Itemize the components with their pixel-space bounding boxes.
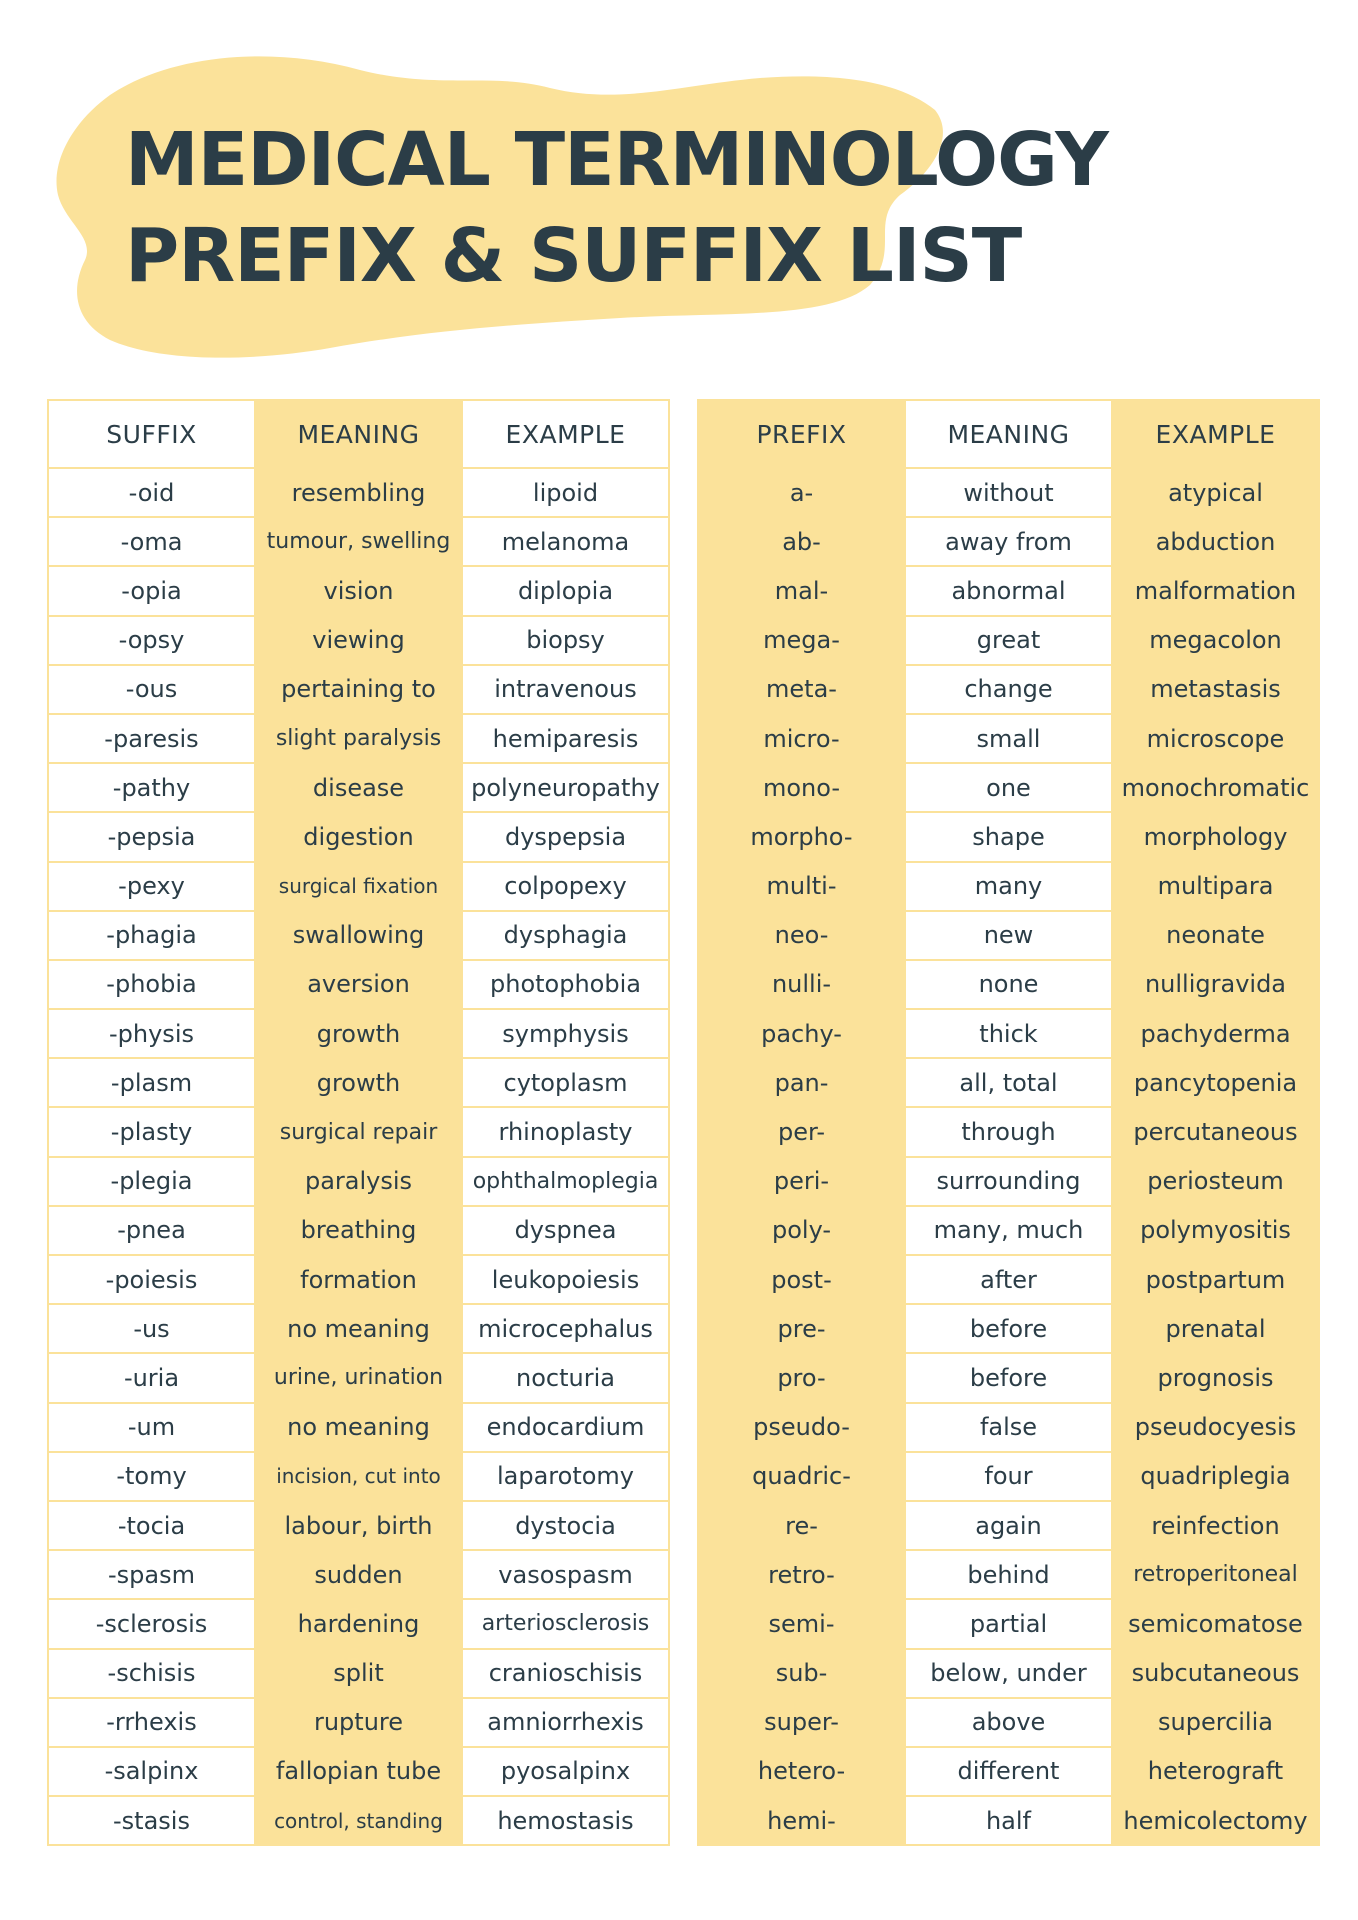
table-row [48, 1304, 669, 1353]
suffix-example-cell: hemiparesis [462, 714, 669, 763]
title-line-2: PREFIX & SUFFIX LIST [125, 213, 1022, 299]
prefix-meaning-cell: one [905, 763, 1112, 812]
suffix-meaning-cell: fallopian tube [255, 1747, 462, 1796]
prefix-prefix-cell: micro- [698, 714, 905, 763]
prefix-example-cell: monochromatic [1112, 763, 1319, 812]
prefix-prefix-cell: mono- [698, 763, 905, 812]
prefix-prefix-cell: poly- [698, 1206, 905, 1255]
suffix-meaning-cell: surgical fixation [255, 862, 462, 911]
suffix-meaning-cell: sudden [255, 1550, 462, 1599]
prefix-prefix-cell: pan- [698, 1058, 905, 1107]
prefix-prefix-cell: mega- [698, 616, 905, 665]
prefix-prefix-cell: multi- [698, 862, 905, 911]
suffix-suffix-cell: -oma [48, 517, 255, 566]
prefix-meaning-cell: many, much [905, 1206, 1112, 1255]
table-row [698, 763, 1319, 812]
table-row [48, 1255, 669, 1304]
prefix-header-row [698, 400, 1319, 468]
suffix-example-cell: rhinoplasty [462, 1107, 669, 1156]
prefix-prefix-cell: post- [698, 1255, 905, 1304]
prefix-prefix-cell: peri- [698, 1157, 905, 1206]
suffix-meaning-cell: viewing [255, 616, 462, 665]
prefix-example-cell: atypical [1112, 468, 1319, 517]
prefix-meaning-cell: shape [905, 812, 1112, 861]
prefix-example-cell: subcutaneous [1112, 1649, 1319, 1698]
suffix-suffix-cell: -oid [48, 468, 255, 517]
table-row [698, 1157, 1319, 1206]
suffix-meaning-cell: slight paralysis [255, 714, 462, 763]
prefix-meaning-cell: surrounding [905, 1157, 1112, 1206]
table-row [48, 763, 669, 812]
table-row [48, 960, 669, 1009]
table-row [698, 1206, 1319, 1255]
suffix-meaning-cell: digestion [255, 812, 462, 861]
table-row [698, 1403, 1319, 1452]
suffix-meaning-cell: paralysis [255, 1157, 462, 1206]
prefix-meaning-cell: thick [905, 1009, 1112, 1058]
suffix-suffix-cell: -us [48, 1304, 255, 1353]
table-row [48, 812, 669, 861]
suffix-suffix-cell: -plegia [48, 1157, 255, 1206]
prefix-meaning-cell: none [905, 960, 1112, 1009]
suffix-meaning-cell: aversion [255, 960, 462, 1009]
prefix-meaning-cell: many [905, 862, 1112, 911]
prefix-prefix-cell: pseudo- [698, 1403, 905, 1452]
suffix-meaning-cell: no meaning [255, 1304, 462, 1353]
prefix-example-cell: morphology [1112, 812, 1319, 861]
prefix-prefix-cell: pro- [698, 1353, 905, 1402]
prefix-example-cell: prenatal [1112, 1304, 1319, 1353]
table-row [698, 517, 1319, 566]
table-row [48, 1403, 669, 1452]
table-row [48, 1796, 669, 1845]
table-row [698, 862, 1319, 911]
prefix-example-cell: prognosis [1112, 1353, 1319, 1402]
prefix-example-cell: semicomatose [1112, 1599, 1319, 1648]
suffix-meaning-cell: surgical repair [255, 1107, 462, 1156]
prefix-header-prefix: PREFIX [698, 400, 905, 468]
suffix-meaning-cell: rupture [255, 1698, 462, 1747]
suffix-suffix-cell: -um [48, 1403, 255, 1452]
table-row [48, 1009, 669, 1058]
suffix-example-cell: dyspepsia [462, 812, 669, 861]
prefix-example-cell: malformation [1112, 566, 1319, 615]
suffix-example-cell: photophobia [462, 960, 669, 1009]
table-row [698, 665, 1319, 714]
suffix-meaning-cell: breathing [255, 1206, 462, 1255]
prefix-meaning-cell: abnormal [905, 566, 1112, 615]
table-row [698, 1009, 1319, 1058]
prefix-meaning-cell: change [905, 665, 1112, 714]
prefix-example-cell: supercilia [1112, 1698, 1319, 1747]
suffix-suffix-cell: -poiesis [48, 1255, 255, 1304]
table-row [48, 1747, 669, 1796]
prefix-meaning-cell: partial [905, 1599, 1112, 1648]
prefix-example-cell: postpartum [1112, 1255, 1319, 1304]
prefix-prefix-cell: sub- [698, 1649, 905, 1698]
suffix-example-cell: symphysis [462, 1009, 669, 1058]
suffix-meaning-cell: control, standing [255, 1796, 462, 1845]
suffix-meaning-cell: hardening [255, 1599, 462, 1648]
prefix-meaning-cell: new [905, 911, 1112, 960]
prefix-example-cell: metastasis [1112, 665, 1319, 714]
prefix-prefix-cell: pre- [698, 1304, 905, 1353]
suffix-example-cell: ophthalmoplegia [462, 1157, 669, 1206]
suffix-example-cell: endocardium [462, 1403, 669, 1452]
suffix-example-cell: leukopoiesis [462, 1255, 669, 1304]
suffix-meaning-cell: no meaning [255, 1403, 462, 1452]
table-row [698, 616, 1319, 665]
suffix-example-cell: cytoplasm [462, 1058, 669, 1107]
table-row [48, 1501, 669, 1550]
suffix-meaning-cell: split [255, 1649, 462, 1698]
prefix-meaning-cell: again [905, 1501, 1112, 1550]
table-row [698, 1304, 1319, 1353]
prefix-prefix-cell: hemi- [698, 1796, 905, 1845]
table-row [48, 862, 669, 911]
table-row [698, 911, 1319, 960]
table-row [48, 665, 669, 714]
suffix-meaning-cell: swallowing [255, 911, 462, 960]
table-row [48, 517, 669, 566]
suffix-suffix-cell: -rrhexis [48, 1698, 255, 1747]
suffix-suffix-cell: -schisis [48, 1649, 255, 1698]
prefix-meaning-cell: above [905, 1698, 1112, 1747]
prefix-prefix-cell: per- [698, 1107, 905, 1156]
table-row [48, 1599, 669, 1648]
prefix-prefix-cell: re- [698, 1501, 905, 1550]
suffix-meaning-cell: urine, urination [255, 1353, 462, 1402]
table-row [48, 911, 669, 960]
suffix-header-suffix: SUFFIX [48, 400, 255, 468]
table-row [698, 1698, 1319, 1747]
suffix-example-cell: intravenous [462, 665, 669, 714]
page-title [125, 112, 1108, 304]
suffix-suffix-cell: -paresis [48, 714, 255, 763]
table-row [698, 1599, 1319, 1648]
suffix-example-cell: cranioschisis [462, 1649, 669, 1698]
prefix-meaning-cell: through [905, 1107, 1112, 1156]
prefix-meaning-cell: all, total [905, 1058, 1112, 1107]
table-row [698, 960, 1319, 1009]
suffix-suffix-cell: -phobia [48, 960, 255, 1009]
suffix-suffix-cell: -ous [48, 665, 255, 714]
prefix-prefix-cell: ab- [698, 517, 905, 566]
prefix-example-cell: neonate [1112, 911, 1319, 960]
suffix-meaning-cell: vision [255, 566, 462, 615]
table-row [48, 1698, 669, 1747]
prefix-prefix-cell: semi- [698, 1599, 905, 1648]
suffix-example-cell: lipoid [462, 468, 669, 517]
table-row [48, 714, 669, 763]
suffix-table [47, 399, 670, 1846]
suffix-header-row [48, 400, 669, 468]
suffix-example-cell: microcephalus [462, 1304, 669, 1353]
table-row [698, 566, 1319, 615]
prefix-prefix-cell: retro- [698, 1550, 905, 1599]
prefix-header-example: EXAMPLE [1112, 400, 1319, 468]
prefix-table [697, 399, 1320, 1846]
suffix-example-cell: dystocia [462, 1501, 669, 1550]
prefix-example-cell: reinfection [1112, 1501, 1319, 1550]
prefix-meaning-cell: behind [905, 1550, 1112, 1599]
table-row [698, 1796, 1319, 1845]
prefix-prefix-cell: hetero- [698, 1747, 905, 1796]
prefix-meaning-cell: small [905, 714, 1112, 763]
table-row [698, 1107, 1319, 1156]
suffix-suffix-cell: -pathy [48, 763, 255, 812]
prefix-example-cell: abduction [1112, 517, 1319, 566]
suffix-example-cell: dyspnea [462, 1206, 669, 1255]
suffix-suffix-cell: -pepsia [48, 812, 255, 861]
suffix-meaning-cell: formation [255, 1255, 462, 1304]
prefix-prefix-cell: quadric- [698, 1452, 905, 1501]
prefix-meaning-cell: without [905, 468, 1112, 517]
suffix-meaning-cell: growth [255, 1058, 462, 1107]
table-row [698, 1649, 1319, 1698]
suffix-meaning-cell: tumour, swelling [255, 517, 462, 566]
prefix-example-cell: pancytopenia [1112, 1058, 1319, 1107]
suffix-suffix-cell: -uria [48, 1353, 255, 1402]
prefix-meaning-cell: great [905, 616, 1112, 665]
prefix-example-cell: pseudocyesis [1112, 1403, 1319, 1452]
prefix-prefix-cell: neo- [698, 911, 905, 960]
table-row [48, 1649, 669, 1698]
prefix-example-cell: polymyositis [1112, 1206, 1319, 1255]
suffix-suffix-cell: -physis [48, 1009, 255, 1058]
prefix-prefix-cell: nulli- [698, 960, 905, 1009]
suffix-suffix-cell: -stasis [48, 1796, 255, 1845]
suffix-example-cell: pyosalpinx [462, 1747, 669, 1796]
suffix-suffix-cell: -plasm [48, 1058, 255, 1107]
suffix-suffix-cell: -sclerosis [48, 1599, 255, 1648]
suffix-meaning-cell: incision, cut into [255, 1452, 462, 1501]
prefix-example-cell: percutaneous [1112, 1107, 1319, 1156]
table-row [698, 1550, 1319, 1599]
prefix-prefix-cell: meta- [698, 665, 905, 714]
table-row [698, 714, 1319, 763]
prefix-prefix-cell: a- [698, 468, 905, 517]
suffix-meaning-cell: disease [255, 763, 462, 812]
suffix-meaning-cell: resembling [255, 468, 462, 517]
prefix-example-cell: retroperitoneal [1112, 1550, 1319, 1599]
prefix-meaning-cell: before [905, 1304, 1112, 1353]
table-row [48, 1206, 669, 1255]
suffix-example-cell: polyneuropathy [462, 763, 669, 812]
prefix-example-cell: multipara [1112, 862, 1319, 911]
table-row [48, 616, 669, 665]
table-row [698, 1255, 1319, 1304]
suffix-meaning-cell: labour, birth [255, 1501, 462, 1550]
suffix-example-cell: biopsy [462, 616, 669, 665]
table-row [698, 1452, 1319, 1501]
table-row [698, 468, 1319, 517]
suffix-suffix-cell: -opsy [48, 616, 255, 665]
table-row [48, 468, 669, 517]
prefix-meaning-cell: below, under [905, 1649, 1112, 1698]
prefix-meaning-cell: before [905, 1353, 1112, 1402]
suffix-meaning-cell: growth [255, 1009, 462, 1058]
prefix-example-cell: hemicolectomy [1112, 1796, 1319, 1845]
table-row [698, 1501, 1319, 1550]
table-row [48, 1353, 669, 1402]
table-row [698, 1747, 1319, 1796]
prefix-meaning-cell: half [905, 1796, 1112, 1845]
suffix-suffix-cell: -phagia [48, 911, 255, 960]
prefix-example-cell: periosteum [1112, 1157, 1319, 1206]
prefix-prefix-cell: mal- [698, 566, 905, 615]
prefix-example-cell: pachyderma [1112, 1009, 1319, 1058]
suffix-suffix-cell: -pnea [48, 1206, 255, 1255]
prefix-example-cell: nulligravida [1112, 960, 1319, 1009]
table-row [698, 1353, 1319, 1402]
prefix-meaning-cell: different [905, 1747, 1112, 1796]
suffix-header-meaning: MEANING [255, 400, 462, 468]
suffix-suffix-cell: -salpinx [48, 1747, 255, 1796]
suffix-example-cell: dysphagia [462, 911, 669, 960]
suffix-suffix-cell: -plasty [48, 1107, 255, 1156]
suffix-suffix-cell: -opia [48, 566, 255, 615]
prefix-meaning-cell: away from [905, 517, 1112, 566]
prefix-meaning-cell: four [905, 1452, 1112, 1501]
prefix-example-cell: microscope [1112, 714, 1319, 763]
suffix-example-cell: vasospasm [462, 1550, 669, 1599]
table-row [698, 812, 1319, 861]
suffix-header-example: EXAMPLE [462, 400, 669, 468]
suffix-suffix-cell: -tocia [48, 1501, 255, 1550]
table-row [48, 1550, 669, 1599]
suffix-example-cell: nocturia [462, 1353, 669, 1402]
suffix-example-cell: laparotomy [462, 1452, 669, 1501]
prefix-meaning-cell: false [905, 1403, 1112, 1452]
suffix-suffix-cell: -pexy [48, 862, 255, 911]
table-row [48, 1107, 669, 1156]
suffix-example-cell: amniorrhexis [462, 1698, 669, 1747]
prefix-example-cell: heterograft [1112, 1747, 1319, 1796]
table-row [698, 1058, 1319, 1107]
suffix-meaning-cell: pertaining to [255, 665, 462, 714]
title-line-1: MEDICAL TERMINOLOGY [125, 117, 1108, 203]
suffix-example-cell: melanoma [462, 517, 669, 566]
table-row [48, 1452, 669, 1501]
suffix-suffix-cell: -tomy [48, 1452, 255, 1501]
prefix-header-meaning: MEANING [905, 400, 1112, 468]
table-row [48, 1157, 669, 1206]
prefix-example-cell: quadriplegia [1112, 1452, 1319, 1501]
suffix-example-cell: arteriosclerosis [462, 1599, 669, 1648]
prefix-example-cell: megacolon [1112, 616, 1319, 665]
prefix-meaning-cell: after [905, 1255, 1112, 1304]
table-row [48, 566, 669, 615]
table-row [48, 1058, 669, 1107]
suffix-suffix-cell: -spasm [48, 1550, 255, 1599]
prefix-prefix-cell: pachy- [698, 1009, 905, 1058]
suffix-example-cell: hemostasis [462, 1796, 669, 1845]
prefix-prefix-cell: morpho- [698, 812, 905, 861]
prefix-prefix-cell: super- [698, 1698, 905, 1747]
suffix-example-cell: colpopexy [462, 862, 669, 911]
suffix-example-cell: diplopia [462, 566, 669, 615]
